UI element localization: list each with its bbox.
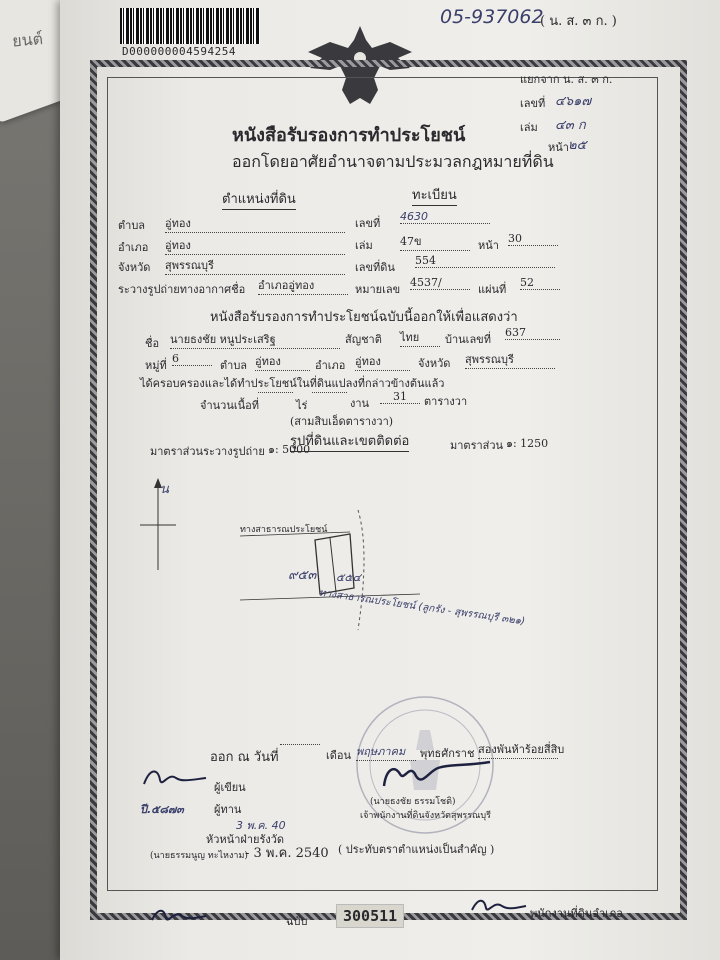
reg-parcel-value: 554 <box>415 254 555 268</box>
body-province-label: จังหวัด <box>418 357 451 370</box>
ref-page-label: หน้า <box>548 141 569 154</box>
tambon-label: ตำบล <box>118 219 146 232</box>
neighbor-parcel-label: ๙๕๓ <box>288 568 317 583</box>
photo-scale-value: ๑: 5000 <box>268 443 311 456</box>
house-no-label: บ้านเลขที่ <box>445 333 491 346</box>
owner-name-label: ชื่อ <box>145 337 160 350</box>
issued-month-label: เดือน <box>326 749 352 762</box>
map-scale-label: มาตราส่วน <box>450 439 504 452</box>
ref-page-value: ๒๕ <box>568 138 587 153</box>
area-label: จำนวนเนื้อที่ <box>200 399 259 412</box>
area-rai-blank <box>258 392 293 393</box>
area-rai-label: ไร่ <box>296 399 308 412</box>
area-wa-value: 31 <box>380 390 420 404</box>
office-label: พนักงานที่ดินอำเภอ <box>530 907 623 920</box>
ref-book-value: ๔๓ ก <box>555 118 586 133</box>
amphoe-value: อู่ทอง <box>165 236 345 255</box>
reviewer-label: ผู้ทาน <box>214 803 242 816</box>
reg-book-label: เล่ม <box>355 239 373 252</box>
area-ngan-blank <box>312 392 347 393</box>
reviewer-signature: ปี.๕๘๗๓ <box>140 803 184 816</box>
handwritten-date: 3 พ.ค. 40 <box>236 819 286 832</box>
map-scale-value: ๑: 1250 <box>506 437 549 450</box>
parcel-number-label: ๕๕๔ <box>336 571 361 584</box>
ref-book-label: เล่ม <box>520 121 538 134</box>
reg-sheet-label: แผ่นที่ <box>478 283 507 296</box>
area-in-words: (สามสิบเอ็ดตารางวา) <box>290 415 394 428</box>
reg-no-label: เลขที่ <box>355 217 381 230</box>
reg-parcel-label: เลขที่ดิน <box>355 261 395 274</box>
barcode-number: D000000004594254 <box>122 45 236 58</box>
location-heading: ตำแหน่งที่ดิน <box>222 188 296 210</box>
serial-number: 300511 <box>336 904 404 928</box>
head-name-line: (นายธรรมนูญ ทะไหงาม) <box>150 851 248 861</box>
document-title: หนังสือรับรองการทำประโยชน์ <box>232 125 466 146</box>
footer-left-signature <box>150 904 210 928</box>
reg-page-value: 30 <box>508 232 558 246</box>
reg-number-label: หมายเลข <box>355 283 401 296</box>
body-amphoe-label: อำเภอ <box>315 359 346 372</box>
owner-name-value: นายธงชัย หนูประเสริฐ <box>170 330 340 349</box>
province-value: สุพรรณบุรี <box>165 256 345 275</box>
reg-sheet-value: 52 <box>520 276 560 290</box>
copy-label: ฉบับ <box>286 915 308 928</box>
registry-heading: ทะเบียน <box>412 184 457 206</box>
north-label: น <box>160 482 169 497</box>
body-province-value: สุพรรณบุรี <box>465 350 555 369</box>
body-tambon-value: อู่ทอง <box>255 352 310 371</box>
seal-note: ( ประทับตราตำแหน่งเป็นสำคัญ ) <box>338 843 495 856</box>
nationality-value: ไทย <box>400 328 440 347</box>
photo-sheet-value: อำเภออู่ทอง <box>258 276 348 295</box>
head-label: หัวหน้าฝ่ายรังวัด <box>206 833 285 846</box>
parcel-map <box>140 470 440 640</box>
photo-scale-label: มาตราส่วนระวางรูปถ่าย <box>150 445 265 458</box>
reg-book-value: 47ข <box>400 232 470 251</box>
ref-no-value: ๔๖๑๗ <box>555 94 592 109</box>
underlying-paper: ยนต์ <box>0 0 149 123</box>
barcode <box>120 8 260 44</box>
writer-signature <box>140 764 210 794</box>
amphoe-label: อำเภอ <box>118 241 149 254</box>
tambon-value: อู่ทอง <box>165 214 345 233</box>
map-bottom-annotation: ทางสาธารณประโยชน์ (ลูกรัง - สุพรรณบุรี ๓๒๑) <box>318 587 526 628</box>
writer-label: ผู้เขียน <box>214 781 246 794</box>
issued-year-label: พุทธศักราช <box>420 747 475 760</box>
officer-name-line: (นายธงชัย ธรรมโชติ) <box>370 797 456 807</box>
area-ngan-label: งาน <box>350 397 370 410</box>
moo-label: หมู่ที่ <box>145 359 167 372</box>
nationality-label: สัญชาติ <box>345 333 382 346</box>
body-tambon-label: ตำบล <box>220 359 248 372</box>
officer-title-line: เจ้าพนักงานที่ดินจังหวัดสุพรรณบุรี <box>360 811 491 821</box>
statement-intro: หนังสือรับรองการทำประโยชน์ฉบับนี้ออกให้เพื่อแสดงว่า <box>210 310 518 325</box>
reg-page-label: หน้า <box>478 239 499 252</box>
footer-right-signature <box>470 894 530 918</box>
province-label: จังหวัด <box>118 261 151 274</box>
map-heading: รูปที่ดินและเขตติดต่อ <box>290 430 409 452</box>
map-top-annotation: ทางสาธารณประโยชน์ <box>240 525 328 535</box>
area-wa-label: ตารางวา <box>424 395 468 408</box>
officer-signature <box>380 756 500 796</box>
moo-value: 6 <box>172 352 212 366</box>
document-subtitle: ออกโดยอาศัยอำนาจตามประมวลกฎหมายที่ดิน <box>232 152 554 171</box>
issued-month-value: พฤษภาคม <box>356 742 416 761</box>
photo-sheet-label: ระวางรูปถ่ายทางอากาศชื่อ <box>118 283 246 296</box>
form-code: 05-937062 <box>440 6 544 28</box>
issued-day-blank <box>280 744 320 745</box>
ref-origin-label: แยกจาก น. ส. ๓ ก. <box>520 73 613 86</box>
possession-statement: ได้ครอบครองและได้ทำประโยชน์ในที่ดินแปลงที่กล่าวข้างต้นแล้ว <box>140 377 445 390</box>
house-no-value: 637 <box>505 326 560 340</box>
issued-label: ออก ณ วันที่ <box>210 750 279 765</box>
issued-year-value: สองพันห้าร้อยสี่สิบ <box>478 740 558 759</box>
ref-no-label: เลขที่ <box>520 97 546 110</box>
body-amphoe-value: อู่ทอง <box>355 352 410 371</box>
reg-no-value: 4630 <box>400 210 490 224</box>
issue-stamp-date: - 3 พ.ค. 2540 <box>245 846 329 861</box>
form-type: ( น. ส. ๓ ก. ) <box>540 14 617 29</box>
reg-number-value: 4537/ <box>410 276 470 290</box>
